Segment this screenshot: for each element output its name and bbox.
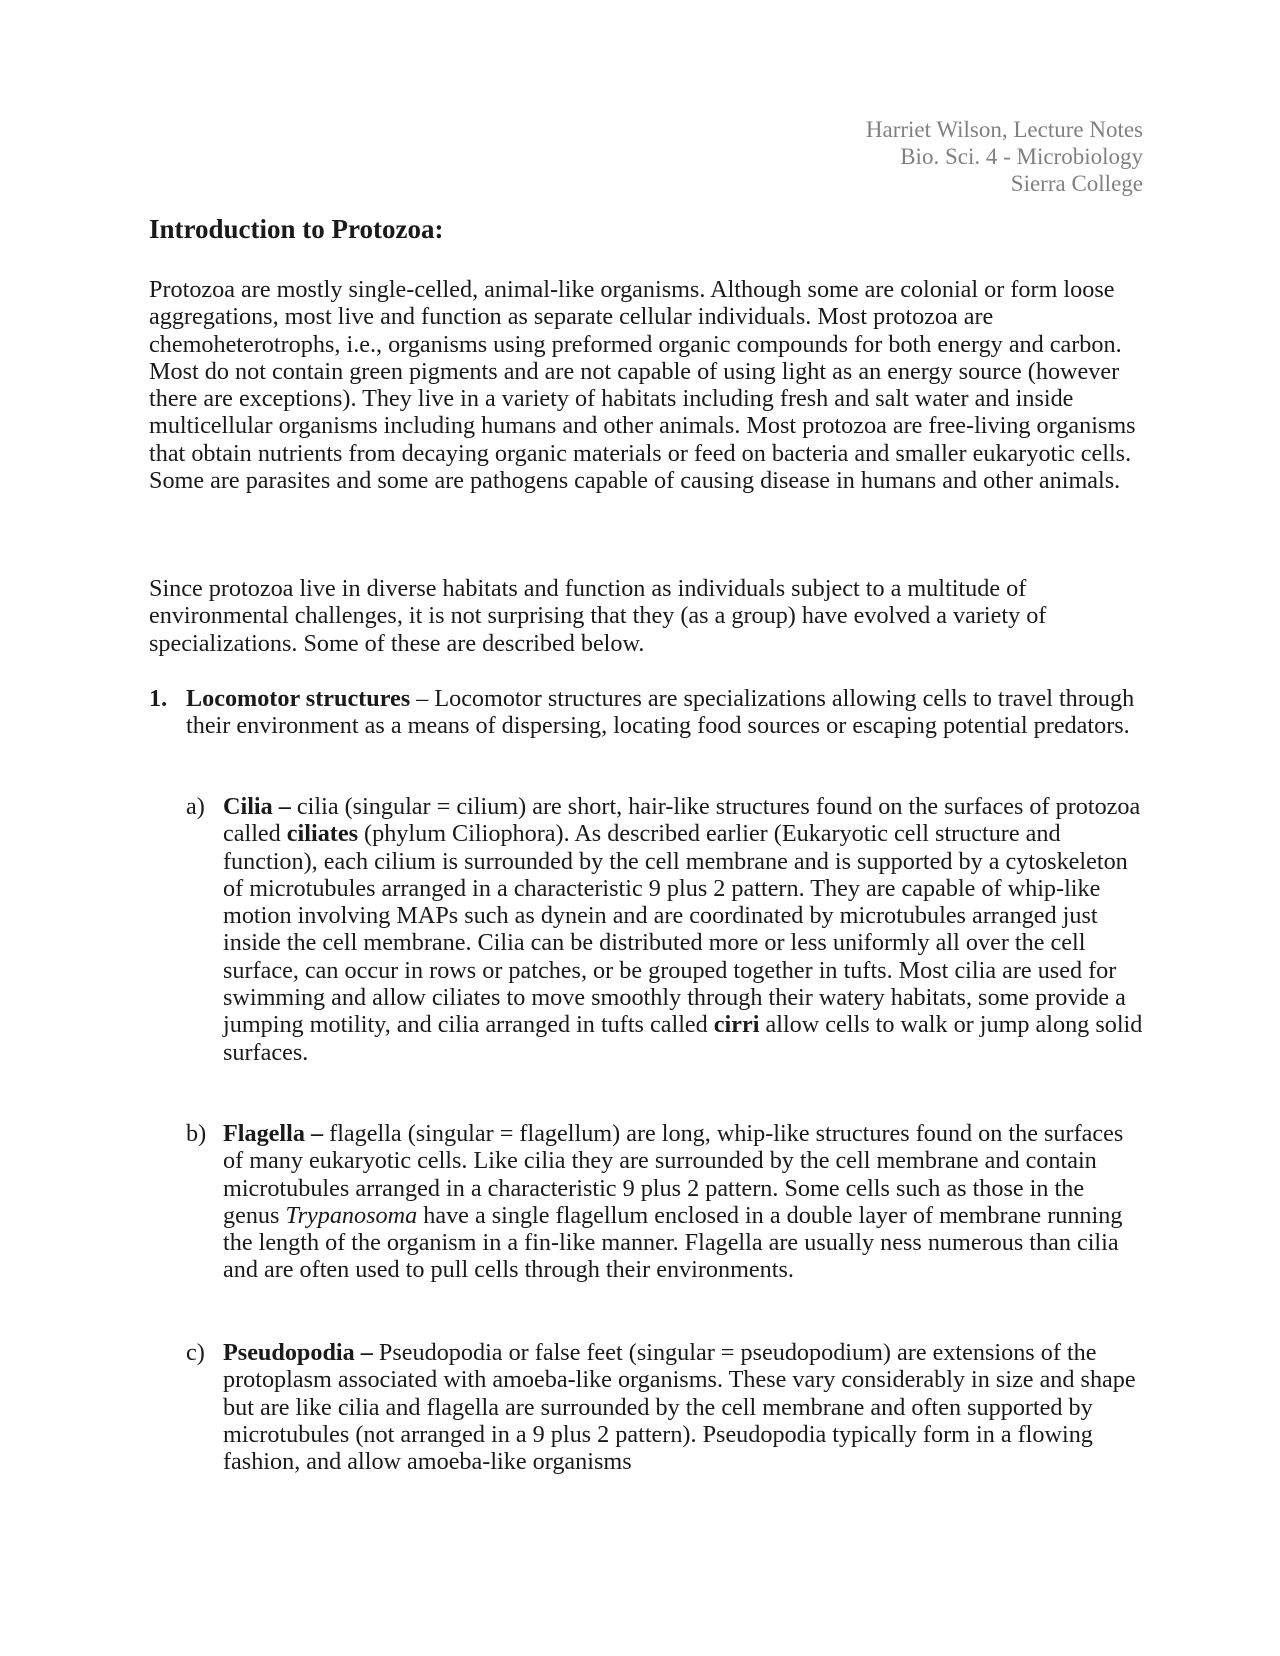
sublist-item-cilia [186,793,1144,1066]
header-course-line: Bio. Sci. 4 - Microbiology [900,144,1143,169]
list-item-content [186,685,1144,740]
term-pseudopodia: Pseudopodia – [223,1339,373,1366]
header-author-line: Harriet Wilson, Lecture Notes [865,117,1143,142]
term-cirri: cirri [713,1011,760,1039]
sublist-item-content [223,1120,1144,1284]
cilia-text-part1: cilia (singular = cilium) are short, hair-like structures found on the surfaces of protozoa called [223,793,1141,848]
term-cilia: Cilia – [223,793,291,820]
term-locomotor-structures: Locomotor structures [186,685,411,712]
term-flagella: Flagella – [223,1120,324,1147]
genus-trypanosoma: Trypanosoma [285,1201,418,1229]
term-ciliates: ciliates [286,820,358,848]
document-title: Introduction to Protozoa: [149,214,444,244]
flagella-text-part2: have a single flagellum enclosed in a double layer of membrane running the length of the organism in a fin-like manner. Flagella are usually ness numerous than cilia and are often used to pull cells through their environments. [223,1201,1123,1284]
cilia-text-part2: (phylum Ciliophora). As described earlier (Eukaryotic cell structure and function), each cilium is surrounded by the cell membrane and is supported by a cytoskeleton of microtubules arranged in a characteristic 9 plus 2 pattern. They are capable of whip-like motion involving MAPs such as dynein and are coordinated by microtubules arranged just inside the cell membrane. Cilia can be distributed more or less uniformly all over the cell surface, can occur in rows or patches, or be grouped together in tufts. Most cilia are used for swimming and allow ciliates to move smoothly through their watery habitats, some provide a jumping motility, and cilia arranged in tufts called [223,820,1128,1039]
sublist-item-letter: a) [186,793,205,820]
document-header [866,116,1143,197]
sublist-item-letter: b) [186,1120,207,1147]
sublist-item-pseudopodia [186,1339,1144,1475]
locomotor-description: – Locomotor structures are specializations allowing cells to travel through their environment as a means of dispersing, locating food sources or escaping potential predators. [186,685,1135,740]
sublist-item-letter: c) [186,1339,205,1366]
list-item-number: 1. [149,685,168,712]
flagella-text-part1: flagella (singular = flagellum) are long, whip-like structures found on the surfaces of many eukaryotic cells. Like cilia they are surrounded by the cell membrane and contain microtubules arranged in a characteristic 9 plus 2 pattern. Some cells such as those in the genus [223,1120,1124,1229]
sublist-item-content [223,1339,1144,1475]
intro-paragraph: Protozoa are mostly single-celled, animal-like organisms. Although some are colonial or form loose aggregations, most live and function as separate cellular individuals. Most protozoa are chemoheterotrophs, i.e., organisms using preformed organic compounds for both energy and carbon. Most do not contain green pigments and are not capable of using light as an energy source (however there are exceptions). They live in a variety of habitats including fresh and salt water and inside multicellular organisms including humans and other animals. Most protozoa are free-living organisms that obtain nutrients from decaying organic materials or feed on bacteria and smaller eukaryotic cells. Some are parasites and some are pathogens capable of causing disease in humans and other animals. [149,276,1136,495]
header-institution-line: Sierra College [1010,171,1143,196]
pseudopodia-text-part1: Pseudopodia or false feet (singular = pseudopodium) are extensions of the protoplasm associated with amoeba-like organisms. These vary considerably in size and shape but are like cilia and flagella are surrounded by the cell membrane and often supported by microtubules (not arranged in a 9 plus 2 pattern). Pseudopodia typically form in a flowing fashion, and allow amoeba-like organisms [223,1339,1136,1476]
specializations-paragraph: Since protozoa live in diverse habitats and function as individuals subject to a multitude of environmental challenges, it is not surprising that they (as a group) have evolved a variety of specializations. Some of these are described below. [149,575,1047,657]
list-item-locomotor-structures [149,685,1144,740]
sublist-item-flagella [186,1120,1144,1284]
sublist-item-content [223,793,1144,1066]
cilia-text-part3: allow cells to walk or jump along solid surfaces. [223,1011,1143,1066]
